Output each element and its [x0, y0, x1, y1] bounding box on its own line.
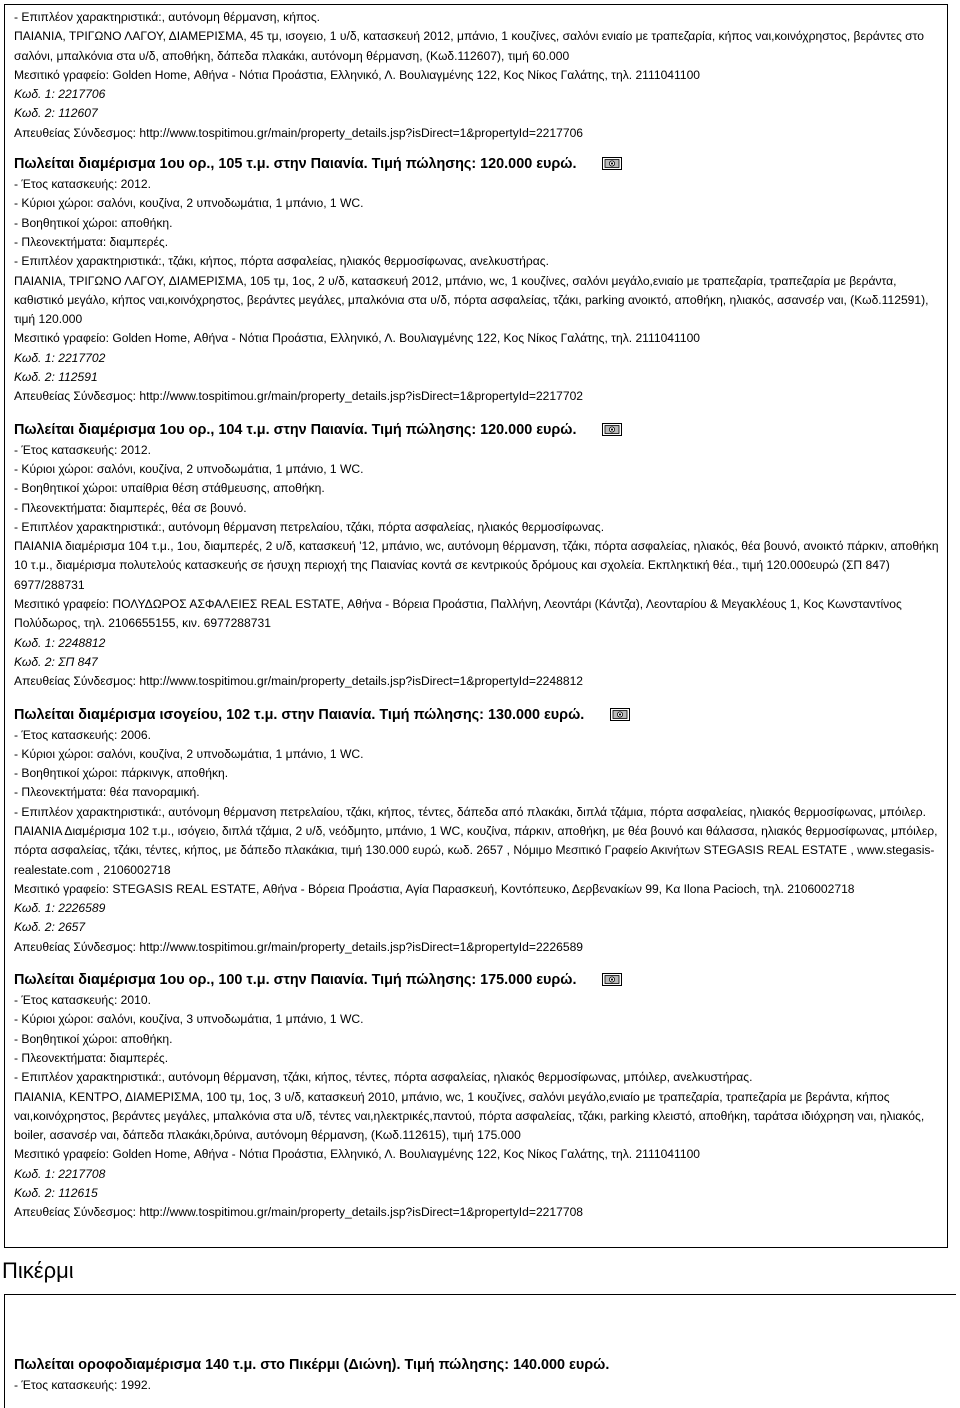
advantages: - Πλεονεκτήματα: διαμπερές. [14, 1050, 169, 1065]
agency-info: Μεσιτικό γραφείο: STEGASIS REAL ESTATE, Αθήνα - Βόρεια Προάστια, Αγία Παρασκευή, Κοντόπευκο, Δερβενακίων 99, Κα Ilona Pacioch, τηλ. 2106002718 [14, 881, 855, 896]
direct-link[interactable]: Απευθείας Σύνδεσμος: http://www.tospitimou.gr/main/property_details.jsp?isDirect=1&propertyId=2226589 [14, 939, 584, 954]
camera-icon[interactable] [602, 973, 622, 985]
camera-icon[interactable] [602, 423, 622, 435]
pikermi-listing [14, 1354, 944, 1395]
listing-description: ΠΑΙΑΝΙΑ, ΤΡΙΓΩΝΟ ΛΑΓΟΥ, ΔΙΑΜΕΡΙΣΜΑ, 105 τμ, 1ος, 2 υ/δ, κατασκευή 2012, μπάνιο, wc, 1 κουζίνες, σαλόνι μεγάλο,ενιαίο με τραπεζαρία, τραπεζαρία με βεράντα, καθιστικό μεγάλο, κήπος ναι,κοινόχρηστος, βεράντες μεγάλες, μπαλκόνια στα υ/δ, πόρτα ασφαλείας, τζάκι, parking ανοικτό, αποθήκη, ηλιακός, ασανσέρ ναι, (Κωδ.112591), τιμή 120.000 [14, 273, 929, 327]
listing-3 [14, 704, 944, 958]
main-rooms: - Κύριοι χώροι: σαλόνι, κουζίνα, 2 υπνοδωμάτια, 1 μπάνιο, 1 WC. [14, 746, 364, 761]
extra-features: - Επιπλέον χαρακτηριστικά:, αυτόνομη θέρμανση, τζάκι, κήπος, τέντες, πόρτα ασφαλείας, ηλιακός θερμοσίφωνας, μπόιλερ, ανελκυστήρας. [14, 1070, 753, 1085]
code-2: Κωδ. 2: 112615 [14, 1186, 98, 1201]
listing-1 [14, 153, 944, 407]
listing-heading[interactable]: Πωλείται διαμέρισμα 1ου ορ., 100 τ.μ. στην Παιανία. Τιμή πώλησης: 175.000 ευρώ. [14, 969, 944, 991]
listing-description: ΠΑΙΑΝΙΑ Διαμέρισμα 102 τ.μ., ισόγειο, διπλά τζάμια, 2 υ/δ, νεόδμητο, μπάνιο, 1 WC, κουζίνα, πάρκιν, αποθήκη, με θέα βουνό και θάλασσα, ηλιακός θερμοσίφωνας, μπόιλερ, πόρτα ασφαλείας, τζάκι, τέντες, κήπος, με δάπεδο πλακάκια, τιμή 130.000 ευρώ, κωδ. 2657 , Νόμιμο Μεσιτικό Γραφείο Ακινήτων STEGASIS REAL ESTATE , www.stegasis-realestate.com , 2106002718 [14, 823, 938, 877]
auxiliary-rooms: - Βοηθητικοί χώροι: αποθήκη. [14, 1031, 173, 1046]
main-rooms: - Κύριοι χώροι: σαλόνι, κουζίνα, 3 υπνοδωμάτια, 1 μπάνιο, 1 WC. [14, 1012, 364, 1027]
agency-info: Μεσιτικό γραφείο: ΠΟΛΥΔΩΡΟΣ ΑΣΦΑΛΕΙΕΣ REAL ESTATE, Αθήνα - Βόρεια Προάστια, Παλλήνη, Λεοντάρι (Κάντζα), Λεονταρίου & Μεγακλέους 1, Κος Κωνσταντίνος Πολύδωρος, τηλ. 2106655155, κιν. 6977288731 [14, 597, 902, 631]
listing-heading[interactable]: Πωλείται οροφοδιαμέρισμα 140 τ.μ. στο Πικέρμι (Διώνη). Τιμή πώλησης: 140.000 ευρώ. [14, 1357, 610, 1373]
advantages: - Πλεονεκτήματα: θέα πανοραμική. [14, 785, 200, 800]
listing-heading[interactable]: Πωλείται διαμέρισμα ισογείου, 102 τ.μ. στην Παιανία. Τιμή πώλησης: 130.000 ευρώ. [14, 704, 944, 726]
listing-description: ΠΑΙΑΝΙΑ, ΤΡΙΓΩΝΟ ΛΑΓΟΥ, ΔΙΑΜΕΡΙΣΜΑ, 45 τμ, ισογειο, 1 υ/δ, κατασκευή 2012, μπάνιο, 1 κουζίνες, σαλόνι ενιαίο με τραπεζαρία, κήπος ναι,κοινόχρηστος, βεράντες στο σαλόνι, μπαλκόνια στα υ/δ, αποθήκη, δάπεδα πλακάκι, αυτόνομη θέρμανση, (Κωδ.112607), τιμή 60.000 [14, 29, 924, 63]
agency-info: Μεσιτικό γραφείο: Golden Home, Αθήνα - Νότια Προάστια, Ελληνικό, Λ. Βουλιαγμένης 122, Κος Νίκος Γαλάτης, τηλ. 2111041100 [14, 1147, 701, 1162]
listing-4 [14, 969, 944, 1223]
previous-listing-fragment [14, 8, 944, 143]
construction-year: - Έτος κατασκευής: 2010. [14, 993, 151, 1008]
construction-year: - Έτος κατασκευής: 2012. [14, 177, 151, 192]
direct-link[interactable]: Απευθείας Σύνδεσμος: http://www.tospitimou.gr/main/property_details.jsp?isDirect=1&propertyId=2248812 [14, 674, 584, 689]
code-2: Κωδ. 2: 112591 [14, 370, 98, 385]
code-1: Κωδ. 1: 2226589 [14, 901, 106, 916]
auxiliary-rooms: - Βοηθητικοί χώροι: πάρκινγκ, αποθήκη. [14, 766, 229, 781]
auxiliary-rooms: - Βοηθητικοί χώροι: υπαίθρια θέση στάθμευσης, αποθήκη. [14, 481, 325, 496]
main-rooms: - Κύριοι χώροι: σαλόνι, κουζίνα, 2 υπνοδωμάτια, 1 μπάνιο, 1 WC. [14, 196, 364, 211]
extra-features: - Επιπλέον χαρακτηριστικά:, τζάκι, κήπος, πόρτα ασφαλείας, ηλιακός θερμοσίφωνας, ανελκυστήρας. [14, 254, 549, 269]
listing-2 [14, 419, 944, 692]
code-2: Κωδ. 2: ΣΠ 847 [14, 654, 98, 669]
main-rooms: - Κύριοι χώροι: σαλόνι, κουζίνα, 2 υπνοδωμάτια, 1 μπάνιο, 1 WC. [14, 461, 364, 476]
listing-description: ΠΑΙΑΝΙΑ διαμέρισμα 104 τ.μ., 1ου, διαμπερές, 2 υ/δ, κατασκευή '12, μπάνιο, wc, αυτόνομη θέρμανση, τζάκι, πόρτα ασφαλείας, ηλιακός, θέα βουνό, ανοικτό πάρκιν, αποθήκη 10 τ.μ., διαμέρισμα πολυτελούς κατασκευής σε ήσυχη περιοχή της Παιανίας κοντά σε κεντρικούς δρόμους και σχολεία. Εκπληκτική θέα., τιμή 120.000ευρώ (ΣΠ 847) 6977/288731 [14, 539, 939, 592]
camera-icon[interactable] [602, 157, 622, 169]
auxiliary-rooms: - Βοηθητικοί χώροι: αποθήκη. [14, 215, 173, 230]
direct-link[interactable]: Απευθείας Σύνδεσμος: http://www.tospitimou.gr/main/property_details.jsp?isDirect=1&propertyId=2217702 [14, 389, 584, 404]
direct-link[interactable]: Απευθείας Σύνδεσμος: http://www.tospitimou.gr/main/property_details.jsp?isDirect=1&propertyId=2217706 [14, 125, 584, 140]
code-1: Κωδ. 1: 2217706 [14, 87, 106, 102]
direct-link[interactable]: Απευθείας Σύνδεσμος: http://www.tospitimou.gr/main/property_details.jsp?isDirect=1&propertyId=2217708 [14, 1205, 584, 1220]
code-2: Κωδ. 2: 112607 [14, 106, 98, 121]
advantages: - Πλεονεκτήματα: διαμπερές. [14, 234, 169, 249]
extra-features: - Επιπλέον χαρακτηριστικά:, αυτόνομη θέρμανση πετρελαίου, τζάκι, πόρτα ασφαλείας, ηλιακός θερμοσίφωνας. [14, 519, 605, 534]
section-title-pikermi: Πικέρμι [2, 1258, 74, 1283]
agency-info: Μεσιτικό γραφείο: Golden Home, Αθήνα - Νότια Προάστια, Ελληνικό, Λ. Βουλιαγμένης 122, Κος Νίκος Γαλάτης, τηλ. 2111041100 [14, 67, 701, 82]
extra-features: - Επιπλέον χαρακτηριστικά:, αυτόνομη θέρμανση πετρελαίου, τζάκι, κήπος, τέντες, δάπεδα από πλακάκι, διπλά τζάμια, πόρτα ασφαλείας, ηλιακός θερμοσίφωνας, μπόιλερ. [14, 804, 926, 819]
camera-icon[interactable] [610, 708, 630, 720]
listing-description: ΠΑΙΑΝΙΑ, ΚΕΝΤΡΟ, ΔΙΑΜΕΡΙΣΜΑ, 100 τμ, 1ος, 3 υ/δ, κατασκευή 2010, μπάνιο, wc, 1 κουζίνες, σαλόνι μεγάλο,ενιαίο με τραπεζαρία, τραπεζαρία με βεράντα, κήπος ναι,κοινόχρηστος, βεράντες μεγάλες, μπαλκόνια στα υ/δ, τέντες ναι,ηλεκτρικές,παντού, πόρτα ασφαλείας, τζάκι, parking κλειστό, αποθήκη, ταράτσα ιδιόχρηση ναι, ηλιακός, boiler, ασανσέρ ναι, δάπεδα πλακάκι,δρύινα, αυτόνομη θέρμανση, (Κωδ.112615), τιμή 175.000 [14, 1089, 925, 1143]
code-1: Κωδ. 1: 2217702 [14, 350, 106, 365]
advantages: - Πλεονεκτήματα: διαμπερές, θέα σε βουνό. [14, 500, 247, 515]
code-1: Κωδ. 1: 2217708 [14, 1166, 106, 1181]
listing-heading[interactable]: Πωλείται διαμέρισμα 1ου ορ., 105 τ.μ. στην Παιανία. Τιμή πώλησης: 120.000 ευρώ. [14, 153, 944, 175]
construction-year: - Έτος κατασκευής: 1992. [14, 1378, 151, 1392]
agency-info: Μεσιτικό γραφείο: Golden Home, Αθήνα - Νότια Προάστια, Ελληνικό, Λ. Βουλιαγμένης 122, Κος Νίκος Γαλάτης, τηλ. 2111041100 [14, 331, 701, 346]
listings-content [14, 8, 944, 1223]
construction-year: - Έτος κατασκευής: 2012. [14, 442, 151, 457]
extra-features: - Επιπλέον χαρακτηριστικά:, αυτόνομη θέρμανση, κήπος. [14, 10, 321, 24]
code-1: Κωδ. 1: 2248812 [14, 635, 106, 650]
construction-year: - Έτος κατασκευής: 2006. [14, 727, 151, 742]
listing-heading[interactable]: Πωλείται διαμέρισμα 1ου ορ., 104 τ.μ. στην Παιανία. Τιμή πώλησης: 120.000 ευρώ. [14, 419, 944, 441]
code-2: Κωδ. 2: 2657 [14, 920, 86, 935]
